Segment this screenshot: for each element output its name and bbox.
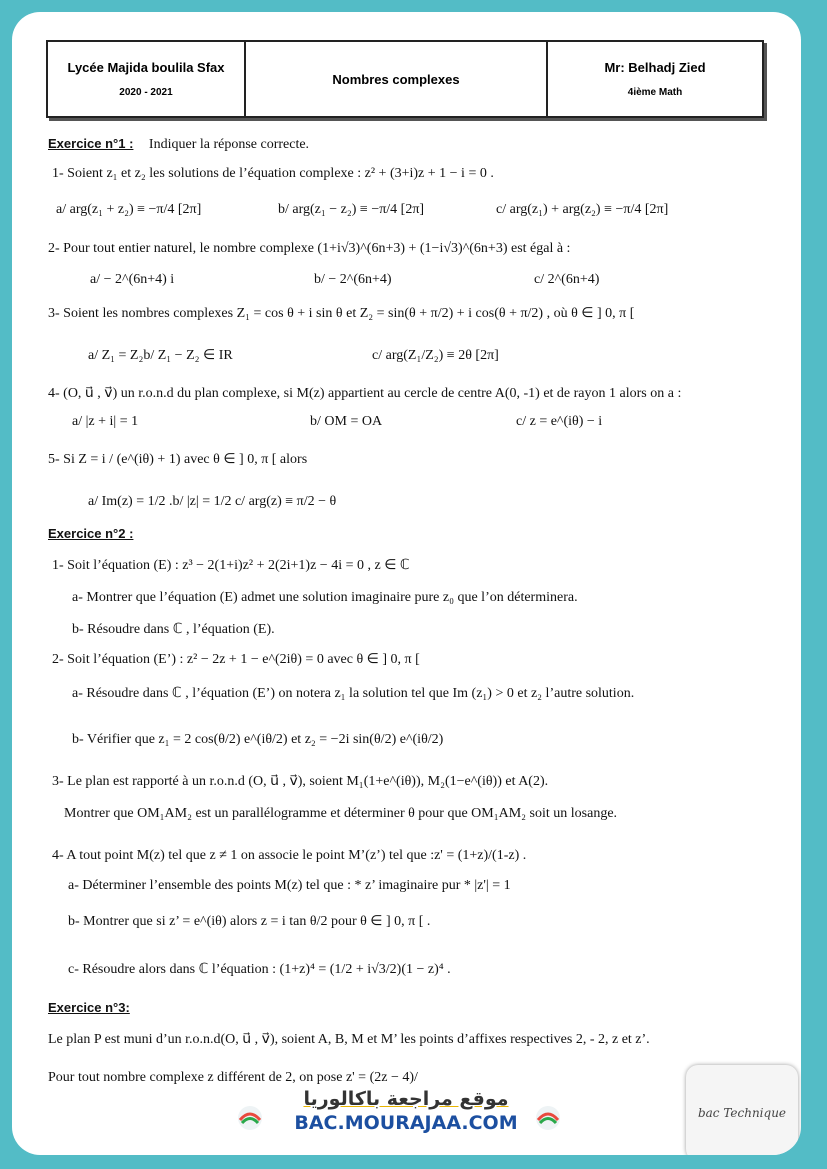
ex1-question-2: 2- Pour tout entier naturel, le nombre complexe (1+i√3)^(6n+3) + (1−i√3)^(6n+3) est égal à : (48, 241, 571, 256)
ex1-q2-option-a: a/ − 2^(6n+4) i (90, 272, 175, 287)
ex2-question-3: 3- Le plan est rapporté à un r.o.n.d (O, u⃗ , v⃗), soient M₁(1+e^(iθ)), M₂(1−e^(iθ)) et A(2). (52, 774, 549, 789)
ex1-q2-option-b: b/ − 2^(6n+4) (314, 272, 392, 287)
ex1-q4-option-c: c/ z = e^(iθ) − i (516, 414, 603, 429)
site-banner[interactable] (274, 1088, 538, 1154)
teacher-name: Mr: Belhadj Zied (604, 60, 706, 75)
header-table (46, 40, 764, 118)
ex3-paragraph-2: Pour tout nombre complexe z différent de 2, on pose z' = (2z − 4)/ (48, 1070, 418, 1085)
site-logo-icon (232, 1104, 268, 1132)
bac-technique-badge (686, 1065, 798, 1155)
ex1-q1-option-c: c/ arg(z₁) + arg(z₂) ≡ −π/4 [2π] (496, 202, 669, 217)
ex1-q1-option-b: b/ arg(z₁ − z₂) ≡ −π/4 [2π] (278, 202, 425, 217)
ex2-q4-part-c: c- Résoudre alors dans ℂ l’équation : (1+z)⁴ = (1/2 + i√3/2)(1 − z)⁴ . (68, 962, 451, 977)
ex2-question-4: 4- A tout point M(z) tel que z ≠ 1 on associe le point M’(z’) tel que :z' = (1+z)/(1-z) . (52, 848, 527, 863)
exercise-1-title: Exercice n°1 : (48, 136, 134, 151)
exercise-3-title: Exercice n°3: (48, 1000, 130, 1015)
ex3-paragraph-1: Le plan P est muni d’un r.o.n.d(O, u⃗ , v⃗), soient A, B, M et M’ les points d’affixes respectives 2, - 2, z et z’. (48, 1032, 650, 1047)
subject-title: Nombres complexes (332, 71, 460, 87)
ex1-question-5: 5- Si Z = i / (e^(iθ) + 1) avec θ ∈ ] 0, π [ alors (48, 452, 308, 467)
ex2-q1-part-b: b- Résoudre dans ℂ , l’équation (E). (72, 622, 275, 637)
exercise-1-intro: Indiquer la réponse correcte. (148, 137, 310, 152)
ex1-q1-option-a: a/ arg(z₁ + z₂) ≡ −π/4 [2π] (56, 202, 202, 217)
ex2-q1-part-a: a- Montrer que l’équation (E) admet une solution imaginaire pure z₀ que l’on déterminera. (72, 590, 578, 605)
school-year: 2020 - 2021 (119, 87, 173, 98)
ex1-question-4: 4- (O, u⃗ , v⃗) un r.o.n.d du plan complexe, si M(z) appartient au cercle de centre A(0, -1) et de rayon 1 alors on a : (48, 386, 682, 401)
ex2-q4-part-a: a- Déterminer l’ensemble des points M(z) tel que : * z’ imaginaire pur * |z'| = 1 (68, 878, 511, 893)
ex1-q4-option-b: b/ OM = OA (310, 414, 383, 429)
ex1-q3-option-c: c/ arg(Z₁/Z₂) ≡ 2θ [2π] (372, 348, 499, 363)
header-school-cell (48, 42, 246, 116)
ex1-q4-option-a: a/ |z + i| = 1 (72, 414, 139, 429)
header-subject-cell (246, 42, 548, 116)
site-url[interactable]: BAC.MOURAJAA.COM (294, 1112, 518, 1134)
ex2-question-1: 1- Soit l’équation (E) : z³ − 2(1+i)z² + 2(2i+1)z − 4i = 0 , z ∈ ℂ (52, 558, 410, 573)
ex1-q2-option-c: c/ 2^(6n+4) (534, 272, 600, 287)
page (12, 12, 801, 1155)
ex1-q5-options: a/ Im(z) = 1/2 .b/ |z| = 1/2 c/ arg(z) ≡ π/2 − θ (88, 494, 337, 509)
ex2-q2-part-b: b- Vérifier que z₁ = 2 cos(θ/2) e^(iθ/2) et z₂ = −2i sin(θ/2) e^(iθ/2) (72, 732, 444, 747)
badge-text: bac Technique (697, 1106, 787, 1120)
site-name-arabic: موقع مراجعة باكالوريا (303, 1088, 509, 1110)
ex2-question-2: 2- Soit l’équation (E’) : z² − 2z + 1 − e^(2iθ) = 0 avec θ ∈ ] 0, π [ (52, 652, 420, 667)
ex1-q3-options-ab: a/ Z₁ = Z₂b/ Z₁ − Z₂ ∈ IR (88, 348, 233, 363)
school-name: Lycée Majida boulila Sfax (67, 60, 225, 75)
ex2-q2-part-a: a- Résoudre dans ℂ , l’équation (E’) on notera z₁ la solution tel que Im (z₁) > 0 et z₂ l’autre solution. (72, 686, 635, 701)
ex2-q4-part-b: b- Montrer que si z’ = e^(iθ) alors z = i tan θ/2 pour θ ∈ ] 0, π [ . (68, 914, 431, 929)
ex2-q3-text: Montrer que OM₁AM₂ est un parallélogramme et déterminer θ pour que OM₁AM₂ soit un losange. (64, 806, 618, 821)
header-teacher-cell (548, 42, 762, 116)
ex1-question-3: 3- Soient les nombres complexes Z₁ = cos θ + i sin θ et Z₂ = sin(θ + π/2) + i cos(θ + π/2) , où θ ∈ ] 0, π [ (48, 306, 635, 321)
ex1-question-1: 1- Soient z₁ et z₂ les solutions de l’équation complexe : z² + (3+i)z + 1 − i = 0 . (52, 166, 494, 181)
class-level: 4ième Math (627, 87, 683, 98)
exercise-2-title: Exercice n°2 : (48, 526, 134, 541)
